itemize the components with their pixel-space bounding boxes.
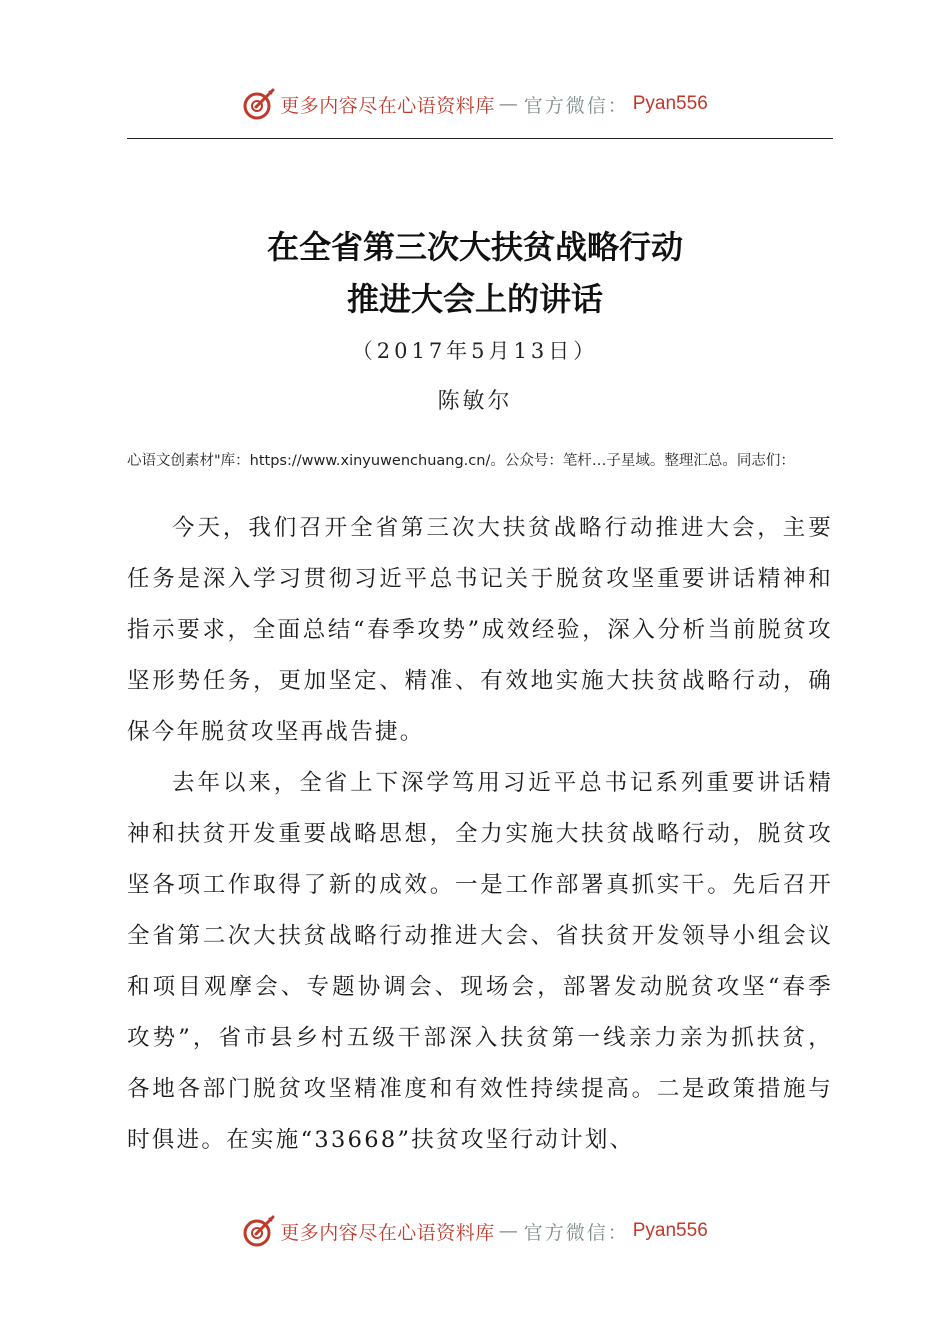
banner-wechat-label: 官方微信： [523, 94, 629, 117]
doc-title-line1: 在全省第三次大扶贫战略行动 [266, 228, 683, 266]
banner-dash: — [498, 93, 520, 115]
doc-date: （2017年5月13日） [351, 339, 599, 363]
header-divider [127, 138, 833, 139]
banner-dash: — [498, 1220, 520, 1242]
banner-wechat-id: Pyan556 [632, 1220, 708, 1241]
banner-wechat-label: 官方微信： [523, 1221, 629, 1244]
banner-main-text: 更多内容尽在心语资料库 [280, 1221, 495, 1244]
banner-main-text: 更多内容尽在心语资料库 [280, 94, 495, 117]
doc-author: 陈敏尔 [437, 389, 513, 414]
body-paragraph-2: 去年以来，全省上下深学笃用习近平总书记系列重要讲话精神和扶贫开发重要战略思想，全力实施大扶贫战略行动，脱贫攻坚各项工作取得了新的成效。一是工作部署真抓实干。先后召开全省第二次大扶贫战略行动推进大会、省扶贫开发领导小组会议和项目观摩会、专题协调会、现场会，部署发动脱贫攻坚“春季攻势”，省市县乡村五级干部深入扶贫第一线亲力亲为抓扶贫，各地各部门脱贫攻坚精准度和有效性持续提高。二是政策措施与时俱进。在实施“33668”扶贫攻坚行动计划、 [127, 770, 833, 1153]
banner-wechat-id: Pyan556 [632, 93, 708, 114]
doc-title-line2: 推进大会上的讲话 [346, 280, 603, 318]
source-note: 心语文创素材"库：https://www.xinyuwenchuang.cn/。公众号：笔杆…子星域。整理汇总。同志们： [127, 453, 795, 469]
brush-logo-icon [242, 1214, 276, 1248]
footer-watermark-banner [0, 1211, 950, 1251]
body-paragraph-1: 今天，我们召开全省第三次大扶贫战略行动推进大会，主要任务是深入学习贯彻习近平总书记关于脱贫攻坚重要讲话精神和指示要求，全面总结“春季攻势”成效经验，深入分析当前脱贫攻坚形势任务，更加坚定、精准、有效地实施大扶贫战略行动，确保今年脱贫攻坚再战告捷。 [127, 515, 833, 745]
brush-logo-icon [242, 87, 276, 121]
header-watermark-banner [0, 84, 950, 124]
doc-body [127, 503, 833, 1166]
